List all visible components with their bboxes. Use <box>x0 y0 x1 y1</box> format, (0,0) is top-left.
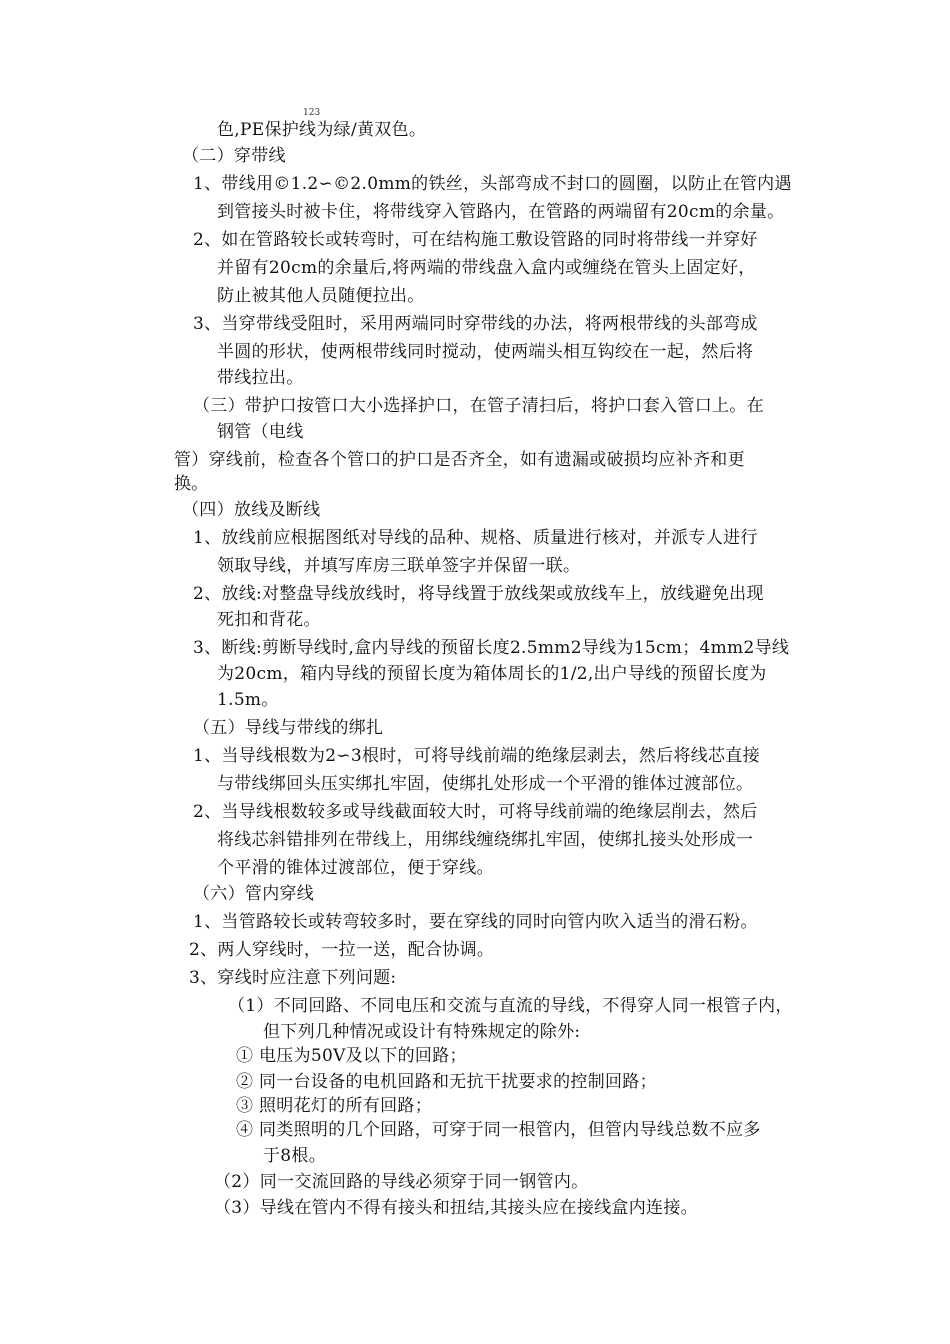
text-line: （六）管内穿线 <box>193 884 315 904</box>
text-line: 3、穿线时应注意下列问题: <box>189 968 397 988</box>
text-line: 与带线绑回头压实绑扎牢固，使绑扎处形成一个平滑的锥体过渡部位。 <box>217 774 754 794</box>
text-line: （三）带护口按管口大小选择护口，在管子清扫后，将护口套入管口上。在 <box>193 396 764 416</box>
text-line: （四）放线及断线 <box>182 500 321 520</box>
page-number: 123 <box>303 108 321 118</box>
text-line: 领取导线，并填写库房三联单签字并保留一联。 <box>217 556 581 576</box>
text-line: （二）穿带线 <box>182 146 286 166</box>
text-line: 并留有20cm的余量后,将两端的带线盘入盒内或缠绕在管头上固定好， <box>217 258 756 278</box>
text-line: 管）穿线前，检查各个管口的护口是否齐全，如有遗漏或破损均应补齐和更 <box>174 450 745 470</box>
text-line: （2）同一交流回路的导线必须穿于同一钢管内。 <box>214 1172 589 1192</box>
text-line: 但下列几种情况或设计有特殊规定的除外: <box>263 1022 581 1042</box>
text-line: 死扣和背花。 <box>217 610 321 630</box>
text-line: 1.5m。 <box>217 690 279 710</box>
text-line: （1）不同回路、不同电压和交流与直流的导线，不得穿人同一根管子内， <box>228 996 793 1016</box>
text-line: 2、放线:对整盘导线放线时，将导线置于放线架或放线车上，放线避免出现 <box>193 584 764 604</box>
text-line: 为20cm，箱内导线的预留长度为箱体周长的1/2,出户导线的预留长度为 <box>217 664 767 684</box>
text-line: 于8根。 <box>263 1146 327 1166</box>
text-line: 3、当穿带线受阻时，采用两端同时穿带线的办法，将两根带线的头部弯成 <box>193 314 758 334</box>
text-line: 2、两人穿线时，一拉一送，配合协调。 <box>189 940 495 960</box>
text-line: 3、断线:剪断导线时,盒内导线的预留长度2.5mm2导线为15cm；4mm2导线 <box>193 638 790 658</box>
text-line: 将线芯斜错排列在带线上，用绑线缠绕绑扎牢固，使绑扎接头处形成一 <box>217 830 754 850</box>
text-line: （3）导线在管内不得有接头和扭结,其接头应在接线盒内连接。 <box>214 1198 698 1218</box>
text-line: ② 同一台设备的电机回路和无抗干扰要求的控制回路； <box>236 1072 657 1092</box>
text-line: 带线拉出。 <box>217 368 304 388</box>
text-line: 1、当管路较长或转弯较多时，要在穿线的同时向管内吹入适当的滑石粉。 <box>193 912 758 932</box>
text-line: 1、放线前应根据图纸对导线的品种、规格、质量进行核对，并派专人进行 <box>193 528 758 548</box>
text-line: ④ 同类照明的几个回路，可穿于同一根管内，但管内导线总数不应多 <box>236 1120 761 1140</box>
text-line: 个平滑的锥体过渡部位，便于穿线。 <box>217 858 494 878</box>
text-line: 1、带线用©1.2∽©2.0mm的铁丝，头部弯成不封口的圆圈，以防止在管内遇 <box>193 174 792 194</box>
text-line: 2、当导线根数较多或导线截面较大时，可将导线前端的绝缘层削去，然后 <box>193 802 758 822</box>
text-line: 色,PE保护线为绿/黄双色。 <box>217 120 427 140</box>
text-line: 钢管（电线 <box>217 422 304 442</box>
text-line: 半圆的形状，使两根带线同时搅动，使两端头相互钩绞在一起，然后将 <box>217 342 754 362</box>
text-line: ① 电压为50V及以下的回路； <box>236 1046 467 1066</box>
text-line: 换。 <box>174 474 209 494</box>
text-line: 防止被其他人员随便拉出。 <box>217 286 425 306</box>
text-line: 到管接头时被卡住，将带线穿入管路内，在管路的两端留有20cm的余量。 <box>217 202 785 222</box>
text-line: 1、当导线根数为2∽3根时，可将导线前端的绝缘层剥去，然后将线芯直接 <box>193 746 760 766</box>
text-line: ③ 照明花灯的所有回路； <box>236 1096 433 1116</box>
text-line: 2、如在管路较长或转弯时，可在结构施工敷设管路的同时将带线一并穿好 <box>193 230 758 250</box>
text-line: （五）导线与带线的绑扎 <box>193 718 384 738</box>
